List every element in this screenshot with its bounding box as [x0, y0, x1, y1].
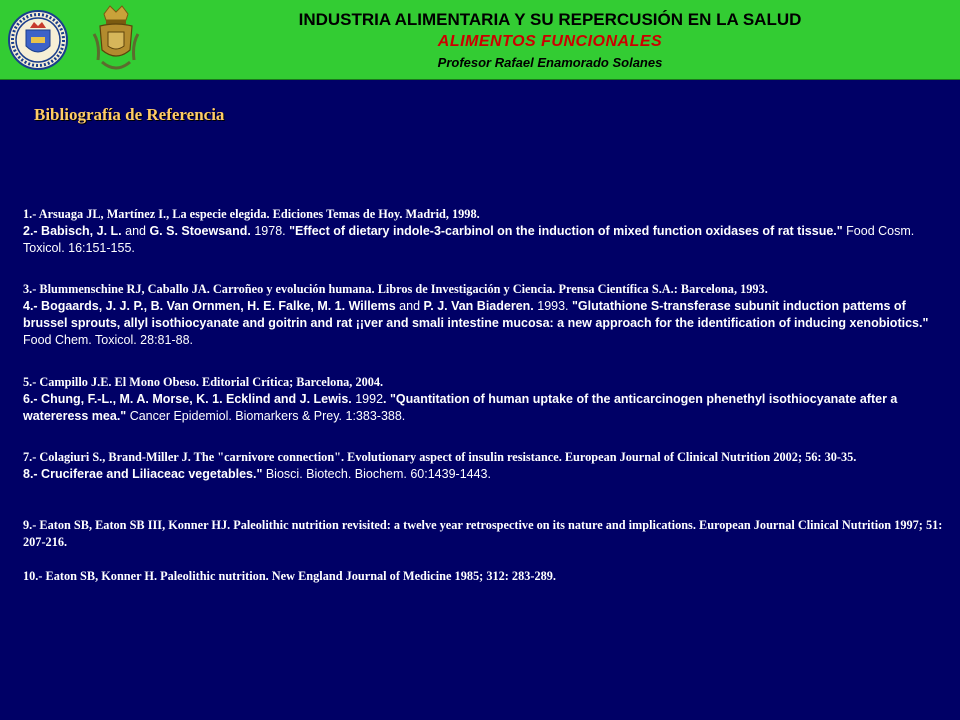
reference-6	[23, 391, 943, 425]
reference-2-and: and	[121, 224, 150, 238]
reference-7: 7.- Colagiuri S., Brand-Miller J. The "carnivore connection". Evolutionary aspect of insulin resistance. European Journal of Clinical Nutrition 2002; 56: 30-35.	[23, 450, 857, 464]
reference-4-year: 1993.	[533, 299, 572, 313]
reference-4-authors-b: P. J. Van Biaderen.	[423, 299, 534, 313]
reference-2	[23, 223, 943, 257]
reference-block-6	[23, 568, 556, 585]
reference-block-1	[23, 206, 943, 257]
university-seal-logo	[8, 4, 68, 76]
reference-9: 9.- Eaton SB, Eaton SB III, Konner HJ. Paleolithic nutrition revisited: a twelve year retrospective on its nature and implications. European Journal Clinical Nutrition 1997; 51: 207-216.	[23, 518, 943, 549]
royal-crest-logo	[90, 4, 142, 76]
reference-5: 5.- Campillo J.E. El Mono Obeso. Editorial Crítica; Barcelona, 2004.	[23, 375, 384, 389]
reference-4-and: and	[395, 299, 424, 313]
reference-block-5	[23, 517, 943, 551]
reference-2-source: Food Cosm. Toxicol. 16:151-155.	[23, 224, 915, 255]
reference-6-year: 1992	[351, 392, 384, 406]
reference-6-source: Cancer Epidemiol. Biomarkers & Prey. 1:383-388.	[126, 409, 406, 423]
reference-8-title: 8.- Cruciferae and Liliaceac vegetables."	[23, 467, 263, 481]
reference-10: 10.- Eaton SB, Konner H. Paleolithic nutrition. New England Journal of Medicine 1985; 312: 283-289.	[23, 569, 556, 583]
reference-2-year: 1978.	[250, 224, 290, 238]
reference-6-authors: 6.- Chung, F.-L., M. A. Morse, K. 1. Ecklind and J. Lewis.	[23, 392, 352, 406]
header-author: Profesor Rafael Enamorado Solanes	[437, 55, 663, 70]
reference-block-2	[23, 281, 943, 349]
reference-4-title: "Glutathione S-transferase subunit induction pattems of brussel sprouts, allyl isothiocyanate and goitrin and rat ¡¡ver and smali intestine mucosa: a new approach for the identification of inducing xenobiotics."	[23, 299, 929, 330]
reference-4	[23, 298, 943, 349]
reference-block-3	[23, 374, 943, 425]
reference-2-authors-a: 2.- Babisch, J. L.	[23, 224, 122, 238]
header-banner	[0, 0, 960, 80]
reference-block-4	[23, 449, 856, 483]
reference-2-authors-b: G. S. Stoewsand.	[149, 224, 251, 238]
reference-3: 3.- Blummenschine RJ, Caballo JA. Carroñeo y evolución humana. Libros de Investigación y Ciencia. Prensa Científica S.A.: Barcelona, 1993.	[23, 282, 768, 296]
header-subtitle: ALIMENTOS FUNCIONALES	[437, 33, 663, 50]
reference-6-title: . "Quantitation of human uptake of the anticarcinogen phenethyl isothiocyanate after a watereress mea."	[23, 392, 898, 423]
header-title: INDUSTRIA ALIMENTARIA Y SU REPERCUSIÓN EN LA SALUD	[298, 10, 802, 29]
reference-4-source: Food Chem. Toxicol. 28:81-88.	[23, 333, 194, 347]
reference-4-authors-a: 4.- Bogaards, J. J. P., B. Van Ornmen, H. E. Falke, M. 1. Willems	[23, 299, 396, 313]
reference-2-title: "Effect of dietary indole-3-carbinol on the induction of mixed function oxidases of rat tissue."	[289, 224, 843, 238]
reference-8	[23, 466, 856, 483]
reference-8-source: Biosci. Biotech. Biochem. 60:1439-1443.	[262, 467, 491, 481]
section-title: Bibliografía de Referencia	[34, 105, 225, 124]
reference-1: 1.- Arsuaga JL, Martínez I., La especie elegida. Ediciones Temas de Hoy. Madrid, 1998.	[23, 207, 480, 221]
